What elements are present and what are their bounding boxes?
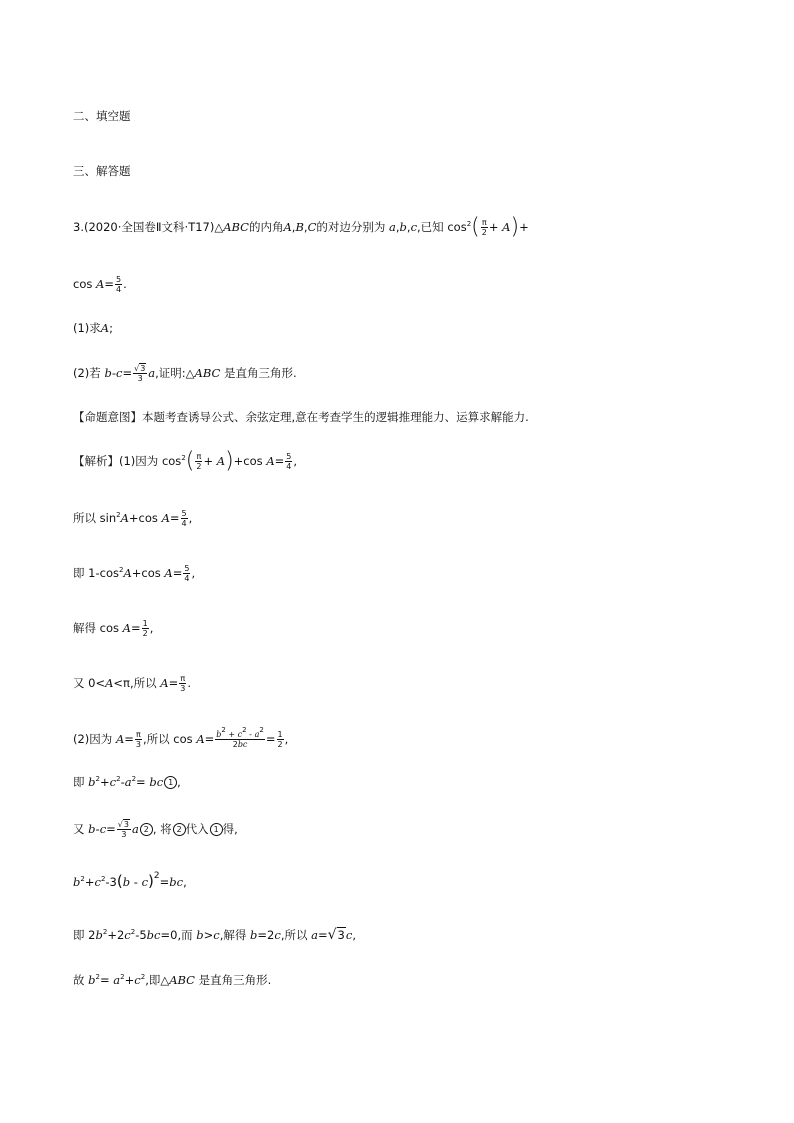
problem-statement: 3.(2020·全国卷Ⅱ文科·T17)△ABC的内角A,B,C的对边分别为 a,b,c,已知 $\cos^2$( $\frac{\pi}{2}$ + A)+ xyxy=(73,214,529,240)
solution-line-8: 又 b-c= $\frac{√3}{3}$ a 2 , 将 2 代入 1 得, xyxy=(73,820,238,839)
solution-line-2: 所以 $\sin^2A+\cos$ A= $\frac{5}{4}$ , xyxy=(73,509,193,528)
problem-source: 3.(2020·全国卷Ⅱ文科·T17) xyxy=(73,220,215,234)
solution-line-10: 即 $2b^2+2c^2-5bc=0$,而 b>c,解得 b=2c,所以 a=√3c, xyxy=(73,927,356,943)
solution-line-5: 又 0<A<π,所以 A= $\frac{\pi}{3}$ . xyxy=(73,674,191,693)
solution-line-11: 故 $b^2= a^2+c^2$,即△ABC 是直角三角形. xyxy=(73,973,272,987)
section-answer-heading: 三、解答题 xyxy=(73,164,131,178)
circled-number-2b: 2 xyxy=(173,823,186,836)
part-1: (1)求A; xyxy=(73,321,113,335)
circled-number-1b: 1 xyxy=(210,823,223,836)
solution-line-4: 解得 cos A= $\frac{1}{2}$ , xyxy=(73,619,154,638)
part-2: (2)若 b-c= $\frac{√3}{3}$ a,证明:△ABC 是直角三角形. xyxy=(73,364,297,383)
solution-line-1: 【解析】(1)因为 $\cos^2$( $\frac{\pi}{2}$ + A)+cos A= $\frac{5}{4}$ , xyxy=(73,448,298,474)
solution-line-6: (2)因为 A= $\frac{\pi}{3}$ ,所以 cos A= $\frac{b^2 + c^2 - a^2}{2bc}$ = $\frac{1}{2}$ , xyxy=(73,726,289,749)
circled-number-2: 2 xyxy=(140,823,153,836)
solution-line-3: 即 $1-\cos^2A+\cos$ A= $\frac{5}{4}$ , xyxy=(73,564,196,583)
solution-line-9: $b^2+c^2-3(b - c)^2=bc$, xyxy=(73,871,187,890)
intent-paragraph: 【命题意图】本题考查诱导公式、余弦定理,意在考查学生的逻辑推理能力、运算求解能力. xyxy=(73,410,529,424)
solution-line-7: 即 $b^2+c^2-a^2=$ bc 1 , xyxy=(73,775,181,789)
section-fill-blank-heading: 二、填空题 xyxy=(73,109,131,123)
problem-statement-cont: cos A= $\frac{5}{4}$ . xyxy=(73,275,127,294)
circled-number-1: 1 xyxy=(164,776,177,789)
